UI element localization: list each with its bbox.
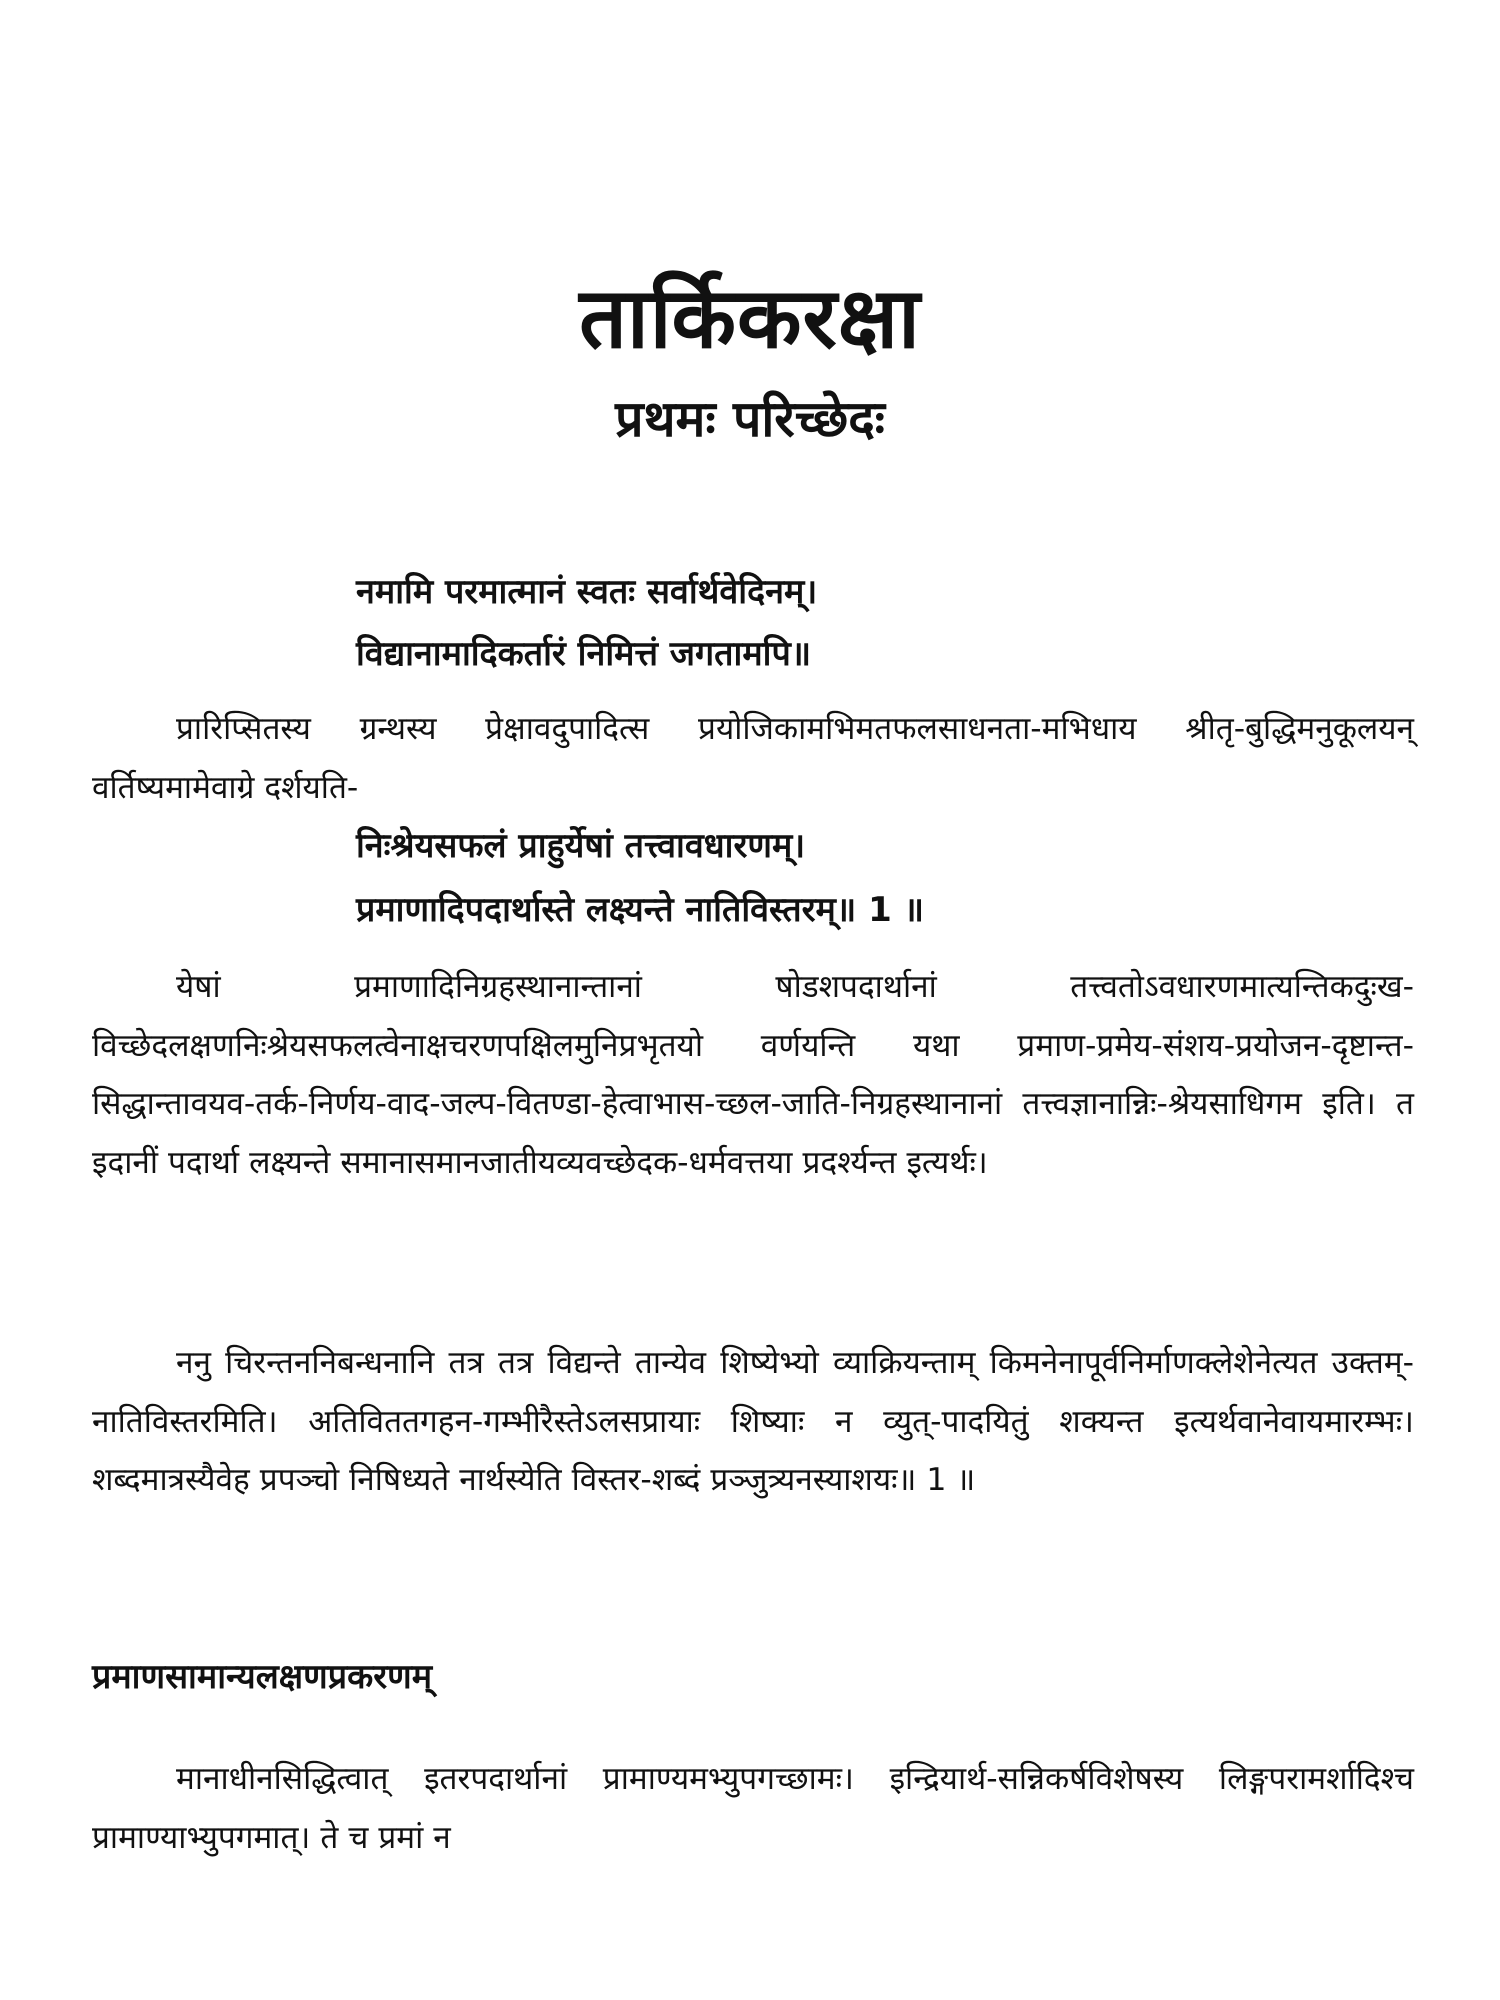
verse-1-line-2: विद्यानामादिकर्तारं निमित्तं जगतामपि॥ [356, 634, 812, 674]
paragraph-4-text: मानाधीनसिद्धित्वात् इतरपदार्थानां प्रामाण्यमभ्युपगच्छामः। इन्द्रियार्थ-सन्निकर्षविशेषस्य लिङ्गपरामर्शादिश्च प्रामाण्याभ्युपगमात्। ते च प्रमां न [92, 1761, 1414, 1856]
verse-2-line-1: निःश्रेयसफलं प्राहुर्येषां तत्त्वावधारणम्। [356, 826, 806, 866]
paragraph-2 [92, 958, 1414, 1192]
paragraph-3 [92, 1334, 1414, 1510]
paragraph-3-text: ननु चिरन्तननिबन्धनानि तत्र तत्र विद्यन्ते तान्येव शिष्येभ्यो व्याक्रियन्ताम् किमनेनापूर्वनिर्माणक्लेशेनेत्यत उक्तम्-नातिविस्तरमिति। अतिविततगहन-गम्भीरैस्तेऽलसप्रायाः शिष्याः न व्युत्-पादयितुं शक्यन्त इत्यर्थवानेवायमारम्भः। शब्दमात्रस्यैवेह प्रपञ्चो निषिध्यते नार्थस्येति विस्तर-शब्दं प्रञ्जुत्र्यनस्याशयः॥ 1 ॥ [92, 1345, 1414, 1499]
paragraph-1 [92, 700, 1414, 817]
chapter-subtitle: प्रथमः परिच्छेदः [615, 390, 885, 448]
paragraph-4 [92, 1750, 1414, 1867]
verse-1-line-1: नमामि परमात्मानं स्वतः सर्वार्थवेदिनम्। [356, 572, 818, 612]
page-title: तार्किकरक्षा [579, 269, 921, 367]
paragraph-2-text: येषां प्रमाणादिनिग्रहस्थानान्तानां षोडशपदार्थानां तत्त्वतोऽवधारणमात्यन्तिकदुःख-विच्छेदलक्षणनिःश्रेयसफलत्वेनाक्षचरणपक्षिलमुनिप्रभृतयो वर्णयन्ति यथा प्रमाण-प्रमेय-संशय-प्रयोजन-दृष्टान्त-सिद्धान्तावयव-तर्क-निर्णय-वाद-जल्प-वितण्डा-हेत्वाभास-च्छल-जाति-निग्रहस्थानानां तत्त्वज्ञानान्निः-श्रेयसाधिगम इति। त इदानीं पदार्था लक्ष्यन्ते समानासमानजातीयव्यवच्छेदक-धर्मवत्तया प्रदर्श्यन्त इत्यर्थः। [92, 969, 1414, 1181]
paragraph-1-text: प्रारिप्सितस्य ग्रन्थस्य प्रेक्षावदुपादित्स प्रयोजिकामभिमतफलसाधनता-मभिधाय श्रीतृ-बुद्धिमनुकूलयन् वर्तिष्यमामेवाग्रे दर्शयति- [92, 711, 1414, 806]
section-heading: प्रमाणसामान्यलक्षणप्रकरणम् [92, 1657, 433, 1697]
verse-2-line-2: प्रमाणादिपदार्थास्ते लक्ष्यन्ते नातिविस्तरम्॥ 1 ॥ [356, 890, 924, 930]
